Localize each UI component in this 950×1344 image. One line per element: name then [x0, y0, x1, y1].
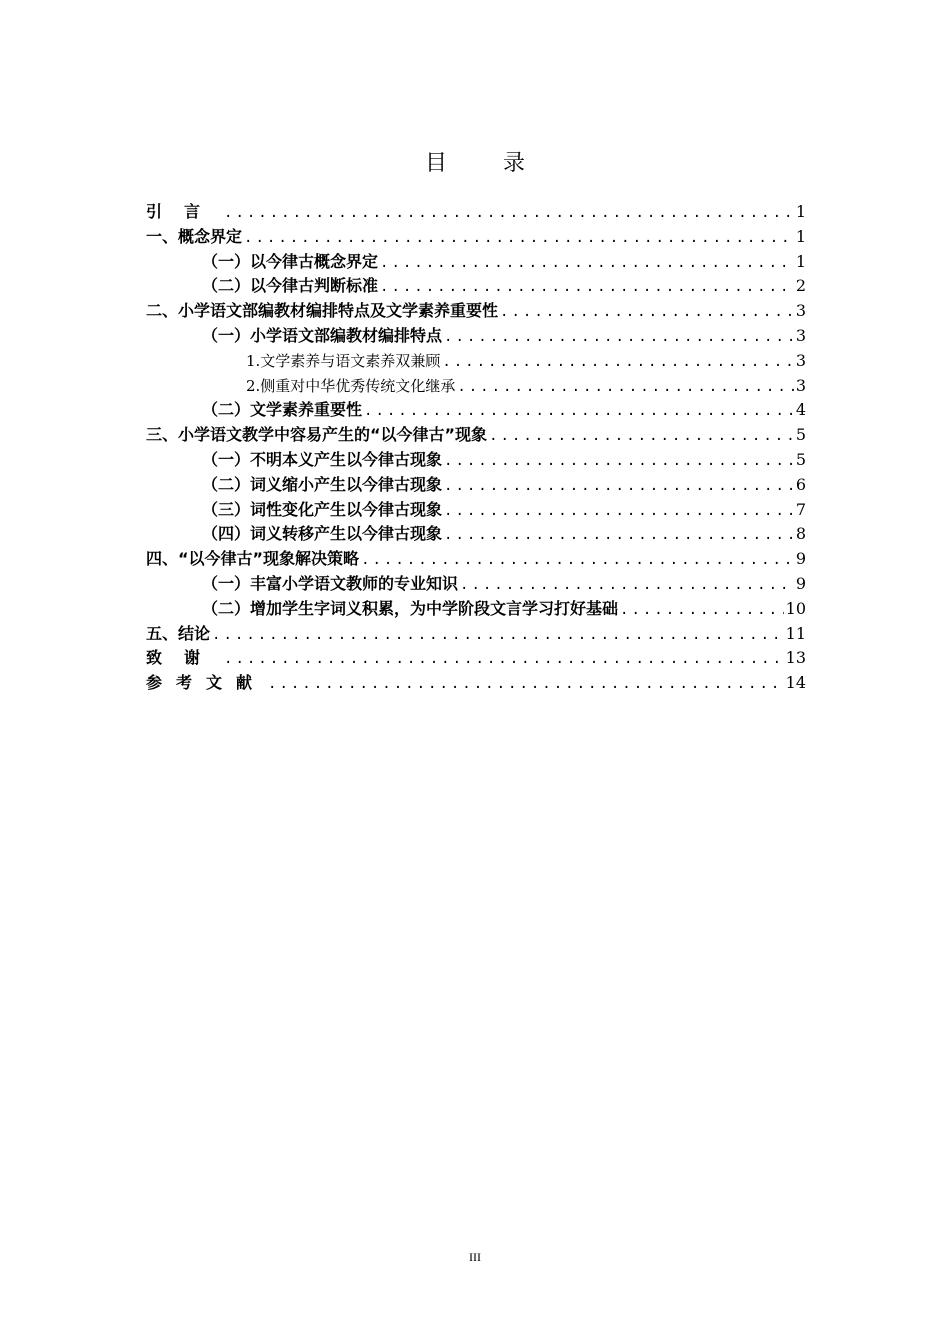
- toc-entry-section-1-2[interactable]: [146, 274, 806, 299]
- toc-chapter-number: 五、: [146, 623, 179, 643]
- toc-entry-section-3-3[interactable]: [146, 498, 806, 523]
- toc-leader-dots: [224, 647, 784, 672]
- toc-entry-text: 2.侧重对中华优秀传统文化继承: [246, 376, 456, 395]
- toc-leader-dots: [380, 275, 794, 300]
- toc-chapter-number: 二、: [146, 301, 179, 321]
- toc-leader-dots: [361, 548, 794, 573]
- toc-entry-chapter-1[interactable]: [146, 225, 806, 250]
- toc-entry-text: （二）增加学生字词义积累，为中学阶段文言学习打好基础: [202, 598, 619, 618]
- toc-page-number: 5: [795, 449, 806, 469]
- toc-entry-text: （三）词性变化产生以今律古现象: [202, 499, 443, 519]
- toc-entry-text: （一）丰富小学语文教师的专业知识: [202, 573, 459, 593]
- toc-page-number: 4: [795, 400, 806, 420]
- toc-entry-text: 小学语文教学中容易产生的“以今律古”现象: [178, 425, 488, 445]
- toc-entry-text: 小学语文部编教材编排特点及文学素养重要性: [178, 301, 499, 321]
- toc-entry-chapter-2[interactable]: [146, 299, 806, 324]
- toc-entry-text: （二）文学素养重要性: [202, 400, 363, 420]
- toc-leader-dots: [268, 672, 784, 697]
- toc-leader-dots: [364, 399, 794, 424]
- toc-page-number: 8: [795, 524, 806, 544]
- toc-entry-text: 参考文献: [146, 673, 267, 693]
- toc-entry-section-2-1[interactable]: [146, 324, 806, 349]
- toc-entry-text: （二）以今律古判断标准: [202, 276, 379, 296]
- toc-entry-section-1-1[interactable]: [146, 250, 806, 275]
- toc-entry-text: （一）以今律古概念界定: [202, 251, 379, 271]
- toc-leader-dots: [380, 251, 794, 276]
- toc-leader-dots: [444, 523, 794, 548]
- toc-chapter-number: 一、: [146, 226, 179, 246]
- toc-page-number: 3: [795, 350, 806, 370]
- toc-leader-dots: [444, 325, 794, 350]
- toc-entry-text: （一）不明本义产生以今律古现象: [202, 449, 443, 469]
- toc-page-number: 13: [785, 648, 806, 668]
- toc-leader-dots: [620, 598, 784, 623]
- toc-page-number: 5: [795, 425, 806, 445]
- toc-page-number: 1: [795, 251, 806, 271]
- toc-entry-text: （二）词义缩小产生以今律古现象: [202, 474, 443, 494]
- page-title: 目录: [424, 151, 581, 176]
- toc-page-number: 1: [795, 202, 806, 221]
- toc-page-number: 3: [795, 301, 806, 321]
- toc-leader-dots: [500, 300, 794, 325]
- table-of-contents: [146, 200, 806, 696]
- toc-entry-text: 引言: [146, 202, 223, 221]
- toc-leader-dots: [489, 424, 794, 449]
- toc-entry-text: 1.文学素养与语文素养双兼顾: [246, 351, 441, 370]
- toc-entry-section-3-2[interactable]: [146, 473, 806, 498]
- toc-chapter-number: 四、: [146, 549, 179, 569]
- toc-entry-chapter-3[interactable]: [146, 423, 806, 448]
- toc-leader-dots: [457, 375, 793, 400]
- toc-leader-dots: [244, 226, 794, 251]
- toc-leader-dots: [444, 474, 794, 499]
- footer-page-number: III: [469, 1250, 481, 1264]
- toc-page-number: 10: [785, 598, 806, 618]
- toc-entry-text: （四）词义转移产生以今律古现象: [202, 524, 443, 544]
- toc-leader-dots: [460, 573, 794, 598]
- toc-entry-references[interactable]: [146, 671, 806, 696]
- toc-page-number: 9: [795, 549, 806, 569]
- toc-entry-section-3-1[interactable]: [146, 448, 806, 473]
- toc-page-number: 11: [785, 623, 806, 643]
- toc-page-number: 14: [785, 673, 806, 693]
- toc-entry-introduction[interactable]: [146, 200, 806, 225]
- toc-leader-dots: [444, 449, 794, 474]
- toc-leader-dots: [444, 499, 794, 524]
- toc-entry-chapter-5[interactable]: [146, 622, 806, 647]
- toc-entry-subsection-2-1-1[interactable]: [146, 349, 806, 374]
- toc-page-number: 3: [795, 375, 806, 395]
- toc-entry-section-4-2[interactable]: [146, 597, 806, 622]
- toc-entry-text: “以今律古”现象解决策略: [178, 549, 360, 569]
- toc-leader-dots: [442, 350, 793, 375]
- toc-page-number: 7: [795, 499, 806, 519]
- toc-page-number: 9: [795, 573, 806, 593]
- toc-entry-text: 概念界定: [178, 226, 243, 246]
- toc-entry-section-2-2[interactable]: [146, 398, 806, 423]
- toc-entry-section-4-1[interactable]: [146, 572, 806, 597]
- toc-entry-text: 致谢: [146, 648, 223, 668]
- toc-page-number: 6: [795, 474, 806, 494]
- toc-entry-subsection-2-1-2[interactable]: [146, 374, 806, 399]
- toc-page-number: 3: [795, 325, 806, 345]
- toc-chapter-number: 三、: [146, 425, 179, 445]
- toc-entry-text: （一）小学语文部编教材编排特点: [202, 325, 443, 345]
- toc-leader-dots: [224, 201, 794, 226]
- toc-page-number: 1: [795, 226, 806, 246]
- toc-leader-dots: [212, 623, 784, 648]
- toc-entry-section-3-4[interactable]: [146, 522, 806, 547]
- toc-entry-chapter-4[interactable]: [146, 547, 806, 572]
- toc-entry-acknowledgements[interactable]: [146, 646, 806, 671]
- toc-page-number: 2: [795, 276, 806, 296]
- toc-entry-text: 结论: [178, 623, 211, 643]
